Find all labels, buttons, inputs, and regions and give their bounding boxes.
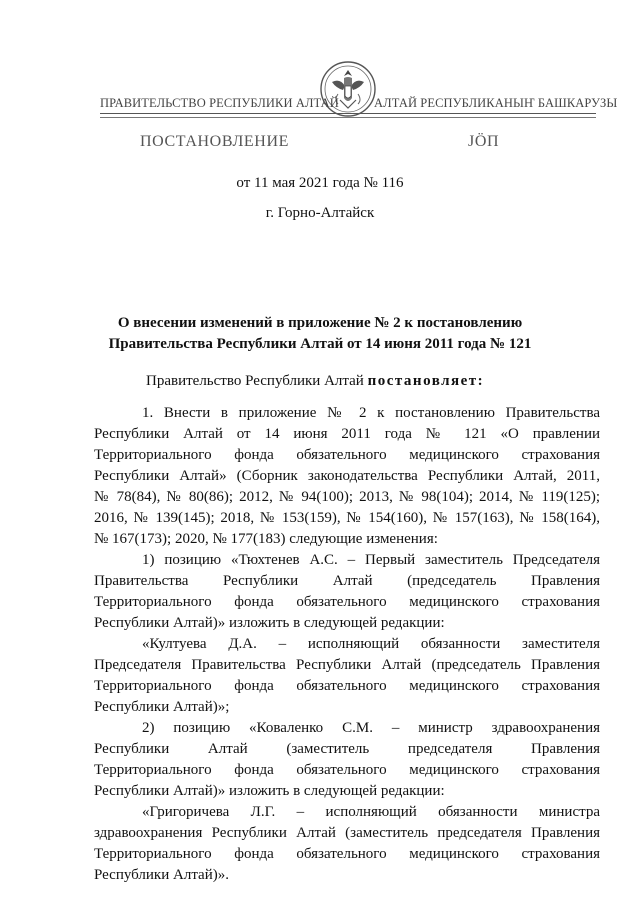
document-city: г. Горно-Алтайск — [265, 205, 375, 221]
resolution-lead — [146, 373, 484, 390]
document-type-russian: ПОСТАНОВЛЕНИЕ — [140, 133, 289, 150]
header-divider — [100, 113, 596, 114]
body-line: Республики Алтай» (Сборник законодательства Республики Алтай, 2011, — [94, 468, 600, 484]
document-title-line-1: О внесении изменений в приложение № 2 к постановлению — [117, 315, 523, 331]
body-line: Территориального фонда обязательного медицинского страхования — [94, 846, 600, 862]
body-line: Республики Алтай от 14 июня 2011 года № 121 «О правлении — [94, 426, 600, 442]
body-line: Республики Алтай)»; — [94, 699, 230, 715]
body-line: 2) позицию «Коваленко С.М. – министр здравоохранения — [142, 720, 600, 736]
body-line: «Култуева Д.А. – исполняющий обязанности заместителя — [142, 636, 600, 652]
body-line: Председателя Правительства Республики Алтай (председатель Правления — [94, 657, 600, 673]
document-title-line-2: Правительства Республики Алтай от 14 июня 2011 года № 121 — [108, 336, 532, 352]
body-line: Территориального фонда обязательного медицинского страхования — [94, 762, 600, 778]
lead-emphasis: постановляет: — [367, 373, 485, 389]
body-line: 1. Внести в приложение № 2 к постановлению Правительства — [142, 405, 600, 421]
document-body — [94, 403, 600, 886]
body-line: Республики Алтай)» изложить в следующей редакции: — [94, 783, 445, 799]
body-line: № 78(84), № 80(86); 2012, № 94(100); 2013, № 98(104); 2014, № 119(125); — [94, 489, 600, 505]
body-line: Территориального фонда обязательного медицинского страхования — [94, 594, 600, 610]
body-line: № 167(173); 2020, № 177(183) следующие изменения: — [94, 531, 438, 547]
lead-text: Правительство Республики Алтай — [146, 373, 368, 389]
government-name-russian: ПРАВИТЕЛЬСТВО РЕСПУБЛИКИ АЛТАЙ — [100, 96, 339, 110]
body-line: Республики Алтай)». — [94, 867, 229, 883]
body-line: Республики Алтай (заместитель председателя Правления — [94, 741, 600, 757]
body-line: Республики Алтай)» изложить в следующей редакции: — [94, 615, 445, 631]
body-line: «Григоричева Л.Г. – исполняющий обязанности министра — [142, 804, 600, 820]
body-line: здравоохранения Республики Алтай (заместитель председателя Правления — [94, 825, 600, 841]
header-divider-thin — [100, 117, 596, 118]
body-line: Территориального фонда обязательного медицинского страхования — [94, 678, 600, 694]
body-line: Правительства Республики Алтай (председатель Правления — [94, 573, 600, 589]
body-line: 2016, № 139(145); 2018, № 153(159), № 154(160), № 157(163), № 158(164), — [94, 510, 600, 526]
document-date-number: от 11 мая 2021 года № 116 — [236, 175, 404, 191]
body-line: 1) позицию «Тюхтенев А.С. – Первый заместитель Председателя — [142, 552, 600, 568]
document-type-altai: ЈÖП — [468, 133, 500, 150]
government-name-altai: АЛТАЙ РЕСПУБЛИКАНЫҤ БАШКАРУЗЫ — [374, 96, 618, 110]
body-line: Территориального фонда обязательного медицинского страхования — [94, 447, 600, 463]
